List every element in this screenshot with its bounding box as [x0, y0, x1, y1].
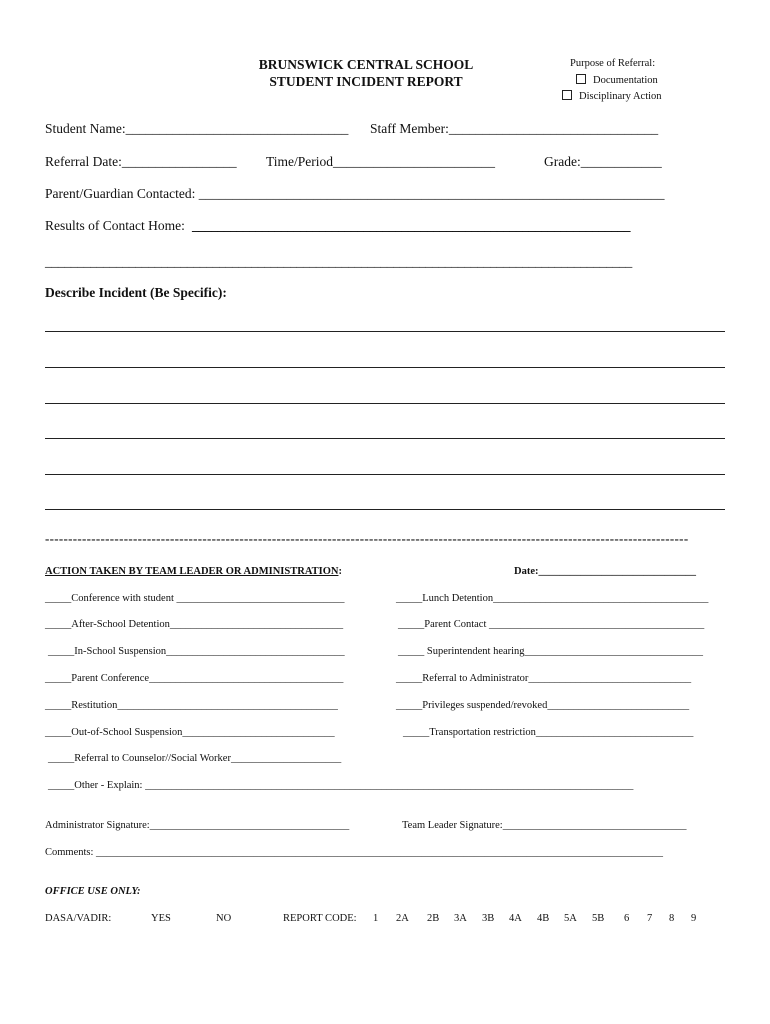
- referral-date-field[interactable]: Referral Date:_________________: [45, 154, 237, 169]
- report-code-option[interactable]: 3A: [454, 913, 467, 924]
- report-code-option[interactable]: 4A: [509, 913, 522, 924]
- team-leader-signature-field[interactable]: Team Leader Signature:___________________________________: [402, 820, 687, 831]
- incident-line[interactable]: [45, 509, 725, 510]
- checkbox-icon[interactable]: [576, 74, 586, 84]
- purpose-option-label: Disciplinary Action: [579, 91, 662, 102]
- action-other-explain[interactable]: _____Other - Explain: _____________________________________________________________________________________________: [48, 780, 634, 791]
- action-privileges-suspended[interactable]: _____Privileges suspended/revoked___________________________: [396, 700, 690, 711]
- report-code-option[interactable]: 5B: [592, 913, 605, 924]
- action-restitution[interactable]: _____Restitution__________________________________________: [45, 700, 338, 711]
- report-code-option[interactable]: 8: [669, 913, 675, 924]
- comments-field[interactable]: Comments: ____________________________________________________________________________________________________________: [45, 847, 664, 858]
- action-heading-colon: :: [338, 566, 342, 577]
- incident-line[interactable]: [45, 403, 725, 404]
- report-code-option[interactable]: 6: [624, 913, 630, 924]
- purpose-label: Purpose of Referral:: [570, 58, 656, 69]
- incident-heading: Describe Incident (Be Specific):: [45, 285, 227, 300]
- action-parent-contact[interactable]: _____Parent Contact _________________________________________: [398, 619, 705, 630]
- report-code-option[interactable]: 5A: [564, 913, 577, 924]
- report-code-option[interactable]: 4B: [537, 913, 550, 924]
- parent-contacted-field[interactable]: Parent/Guardian Contacted: _____________________________________________________________________: [45, 186, 665, 201]
- incident-line[interactable]: [45, 474, 725, 475]
- action-superintendent-hearing[interactable]: _____ Superintendent hearing__________________________________: [398, 646, 704, 657]
- section-separator: -------------------------------------------------------------------------------------------------------------------------------------------: [45, 531, 689, 546]
- report-code-option[interactable]: 7: [647, 913, 653, 924]
- report-code-option[interactable]: 2A: [396, 913, 409, 924]
- report-code-option[interactable]: 2B: [427, 913, 440, 924]
- results-contact-label: Results of Contact Home:: [45, 218, 185, 233]
- incident-line[interactable]: [45, 331, 725, 332]
- action-heading: [45, 566, 342, 577]
- action-transportation-restriction[interactable]: _____Transportation restriction______________________________: [403, 727, 694, 738]
- report-code-label: REPORT CODE:: [283, 913, 357, 924]
- office-use-heading-text: OFFICE USE ONLY: [45, 886, 137, 897]
- action-heading-text: ACTION TAKEN BY TEAM LEADER OR ADMINISTRATION: [45, 566, 339, 577]
- results-contact-line[interactable]: _____________________________________________________________________: [192, 218, 631, 233]
- action-in-school-suspension[interactable]: _____In-School Suspension__________________________________: [48, 646, 345, 657]
- office-use-heading: [45, 886, 141, 897]
- school-name: BRUNSWICK CENTRAL SCHOOL: [258, 57, 474, 72]
- action-date-field[interactable]: Date:______________________________: [514, 566, 696, 577]
- action-lunch-detention[interactable]: _____Lunch Detention_________________________________________: [396, 593, 709, 604]
- grade-field[interactable]: Grade:____________: [544, 154, 662, 169]
- action-referral-to-counselor[interactable]: _____Referral to Counselor//Social Worker_____________________: [48, 753, 342, 764]
- time-period-field[interactable]: Time/Period________________________: [266, 154, 496, 169]
- action-out-of-school-suspension[interactable]: _____Out-of-School Suspension_____________________________: [45, 727, 335, 738]
- report-title: STUDENT INCIDENT REPORT: [269, 74, 463, 89]
- action-referral-to-administrator[interactable]: _____Referral to Administrator_______________________________: [396, 673, 692, 684]
- office-use-heading-colon: :: [137, 886, 141, 897]
- purpose-option-documentation[interactable]: [576, 74, 658, 86]
- report-code-option[interactable]: 3B: [482, 913, 495, 924]
- dasa-yes-option[interactable]: YES: [151, 913, 171, 924]
- action-parent-conference[interactable]: _____Parent Conference_____________________________________: [45, 673, 344, 684]
- report-code-option[interactable]: 1: [373, 913, 379, 924]
- checkbox-icon[interactable]: [562, 90, 572, 100]
- administrator-signature-field[interactable]: Administrator Signature:______________________________________: [45, 820, 350, 831]
- dasa-vadir-label: DASA/VADIR:: [45, 913, 112, 924]
- student-name-field[interactable]: Student Name:_________________________________: [45, 121, 349, 136]
- incident-line[interactable]: [45, 367, 725, 368]
- purpose-option-disciplinary[interactable]: [562, 90, 662, 102]
- action-conference-with-student[interactable]: _____Conference with student ________________________________: [45, 593, 345, 604]
- results-contact-extra-line[interactable]: ___________________________________________________________________________________________: [45, 254, 632, 269]
- incident-line[interactable]: [45, 438, 725, 439]
- staff-member-field[interactable]: Staff Member:_______________________________: [370, 121, 659, 136]
- dasa-no-option[interactable]: NO: [216, 913, 232, 924]
- report-code-option[interactable]: 9: [691, 913, 697, 924]
- purpose-option-label: Documentation: [593, 75, 658, 86]
- action-after-school-detention[interactable]: _____After-School Detention_________________________________: [45, 619, 344, 630]
